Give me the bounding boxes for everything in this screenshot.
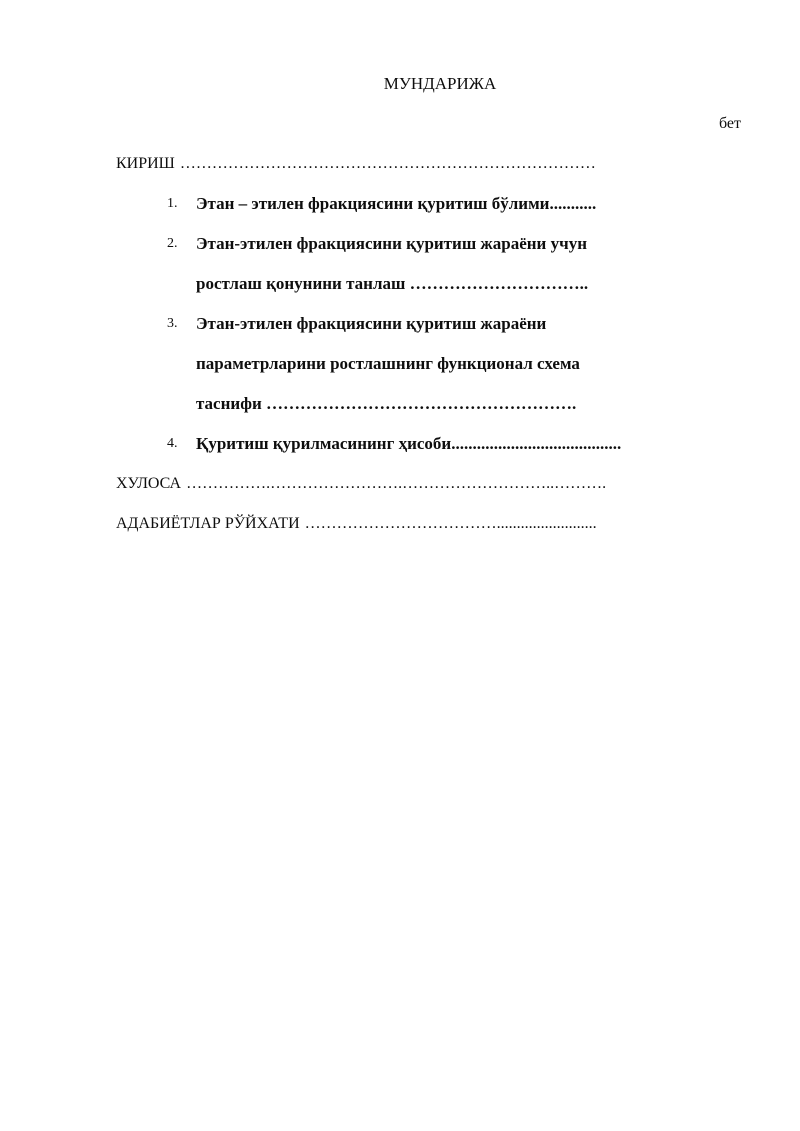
- toc-entry-xulosa-label: ХУЛОСА: [116, 475, 182, 492]
- toc-entry-xulosa: [116, 464, 741, 504]
- document-title: МУНДАРИЖА: [383, 74, 497, 93]
- toc-item-4-number: 4.: [167, 436, 178, 451]
- page-number-column-label: бет: [718, 115, 741, 132]
- toc-item-2-text-line-1: Этан-этилен фракциясини қуритиш жараёни учун: [196, 234, 587, 253]
- toc-item-3-text-line-3: таснифи ……………………………………………….: [196, 394, 577, 413]
- toc-item-4: [116, 424, 741, 464]
- toc-item-1-text: Этан – этилен фракциясини қуритиш бўлими...........: [196, 194, 597, 213]
- toc-item-2-text-line-2: ростлаш қонунини танлаш …………………………..: [196, 274, 589, 293]
- toc-item-2: [116, 224, 741, 304]
- toc-item-4-text: Қуритиш қурилмасининг ҳисоби........................................: [196, 434, 622, 453]
- toc-item-3: [116, 304, 741, 424]
- toc-entry-kirish: [116, 144, 741, 184]
- toc-item-1-number: 1.: [167, 196, 178, 211]
- dot-leader: …………….…………………….………………………..……….: [186, 475, 607, 492]
- toc-entry-references-label: АДАБИЁТЛАР РЎЙХАТИ: [116, 515, 300, 532]
- table-of-contents: [116, 64, 741, 544]
- toc-item-1: [116, 184, 741, 224]
- toc-entry-kirish-label: КИРИШ: [116, 155, 175, 172]
- dot-leader: ……………………………….........................: [304, 515, 597, 532]
- dot-leader: ……………………………………………………………………: [179, 155, 596, 172]
- toc-item-3-text-line-2: параметрларини ростлашнинг функционал схема: [196, 354, 580, 373]
- toc-entry-references: [116, 504, 741, 544]
- toc-item-2-number: 2.: [167, 236, 178, 251]
- toc-item-3-text-line-1: Этан-этилен фракциясини қуритиш жараёни: [196, 314, 547, 333]
- toc-item-3-number: 3.: [167, 316, 178, 331]
